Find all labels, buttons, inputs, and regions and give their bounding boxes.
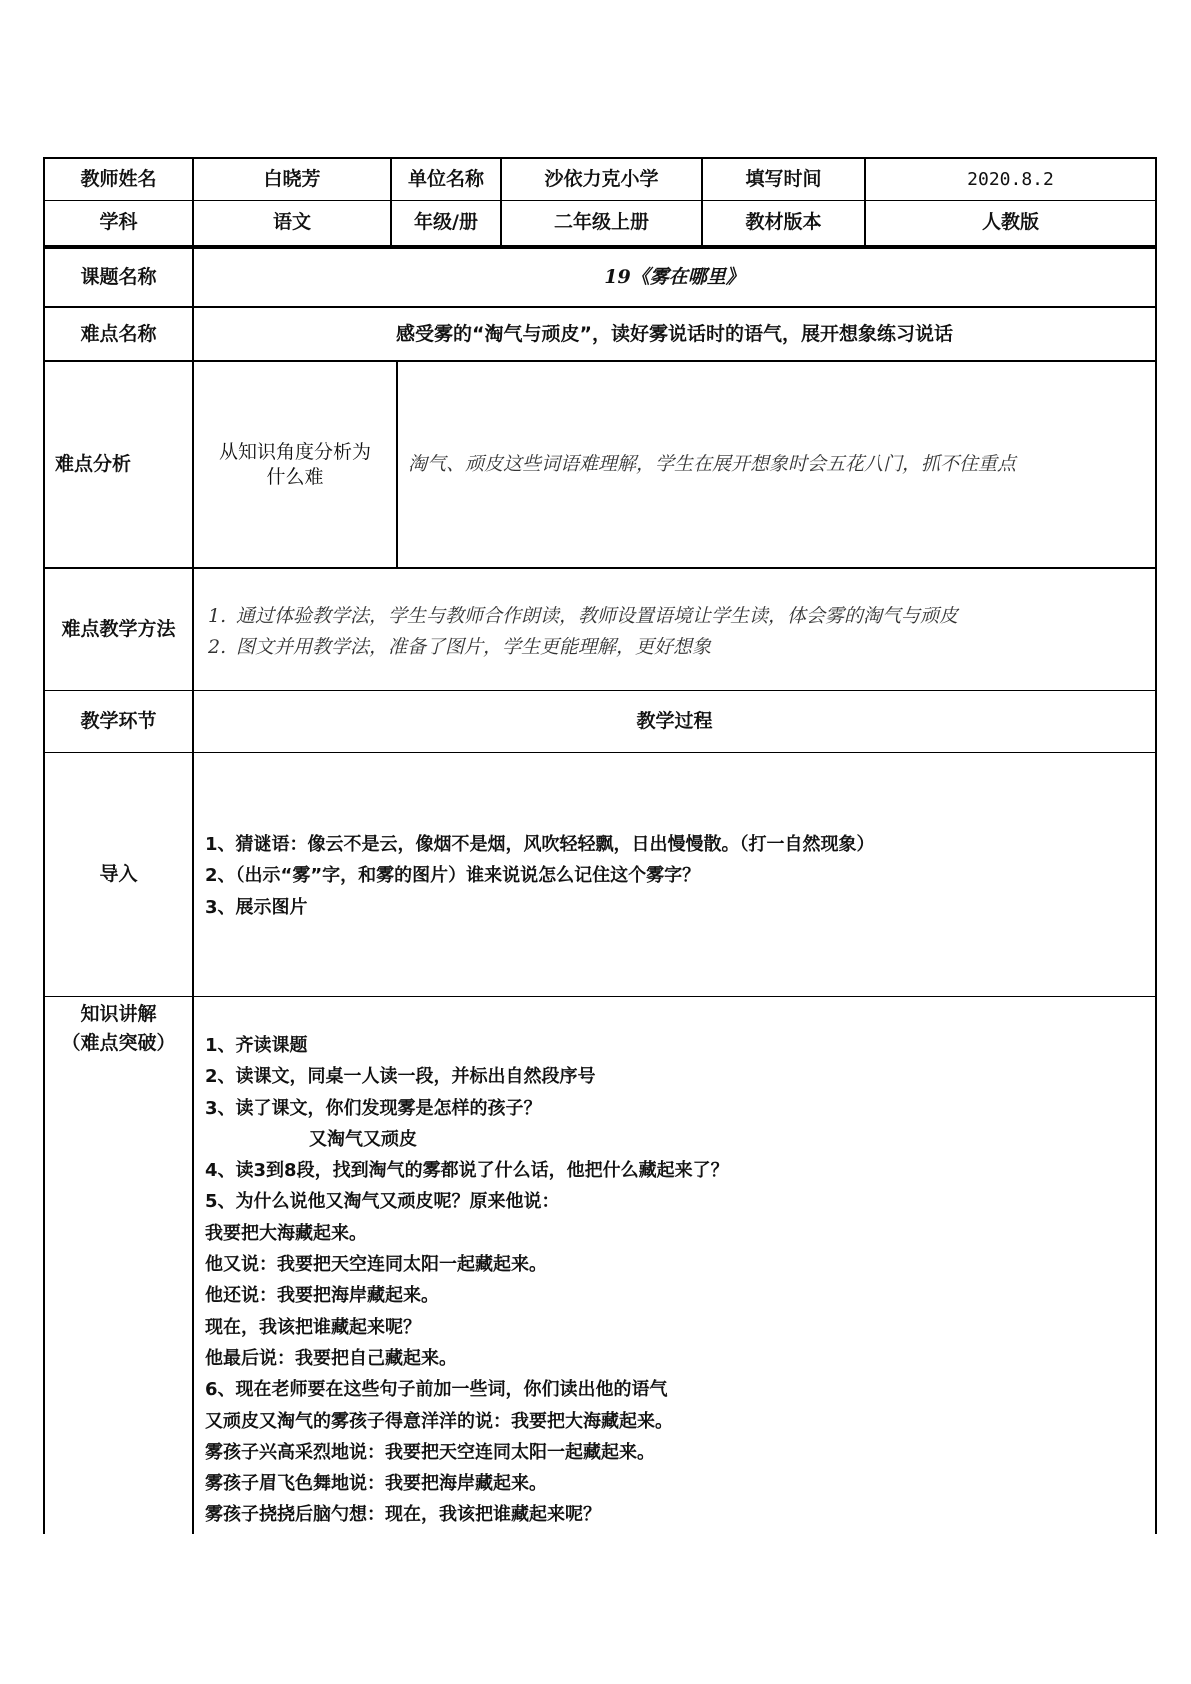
analysis-sub-label bbox=[194, 362, 396, 567]
knowledge-line-14: 雾孩子兴高采烈地说：我要把天空连同太阳一起藏起来。 bbox=[205, 1441, 655, 1463]
methods-item-1-text: 通过体验教学法，学生与教师合作朗读，教师设置语境让学生读，体会雾的淘气与顽皮 bbox=[236, 605, 959, 627]
process-header-value: 教学过程 bbox=[636, 710, 713, 733]
knowledge-label-line1: 知识讲解 bbox=[80, 1003, 157, 1025]
difficulty-label: 难点名称 bbox=[80, 322, 157, 345]
knowledge-line-13: 又顽皮又淘气的雾孩子得意洋洋的说：我要把大海藏起来。 bbox=[205, 1410, 673, 1432]
methods-label: 难点教学方法 bbox=[61, 618, 176, 641]
grade-value: 二年级上册 bbox=[553, 210, 649, 233]
methods-item-2 bbox=[208, 632, 1148, 663]
intro-line-3: 3、展示图片 bbox=[205, 896, 308, 918]
subject-value: 语文 bbox=[272, 210, 311, 233]
knowledge-line-6: 5、为什么说他又淘气又顽皮呢？原来他说： bbox=[205, 1191, 560, 1213]
methods-item-1 bbox=[208, 601, 1148, 632]
analysis-sub-label-line2: 什么难 bbox=[266, 465, 324, 488]
knowledge-line-2: 2、读课文，同桌一人读一段，并标出自然段序号 bbox=[205, 1066, 596, 1088]
methods-item-1-num: 1. bbox=[208, 605, 227, 627]
knowledge-lines bbox=[205, 1030, 729, 1531]
knowledge-line-7: 我要把大海藏起来。 bbox=[205, 1222, 367, 1244]
main-row-divider-5 bbox=[43, 752, 1157, 753]
edition-label: 教材版本 bbox=[745, 210, 822, 233]
knowledge-line-12: 6、现在老师要在这些句子前加一些词，你们读出他的语气 bbox=[205, 1379, 668, 1401]
process-step-label: 教学环节 bbox=[80, 710, 157, 733]
analysis-label: 难点分析 bbox=[55, 453, 132, 476]
knowledge-line-15: 雾孩子眉飞色舞地说：我要把海岸藏起来。 bbox=[205, 1473, 547, 1495]
teacher-name-value: 白晓芳 bbox=[263, 168, 321, 191]
difficulty-value: 感受雾的“淘气与顽皮”，读好雾说话时的语气，展开想象练习说话 bbox=[396, 322, 953, 345]
analysis-sub-divider bbox=[396, 360, 398, 568]
knowledge-line-3: 3、读了课文，你们发现雾是怎样的孩子？ bbox=[205, 1097, 542, 1119]
grade-label: 年级/册 bbox=[414, 210, 478, 233]
intro-label: 导入 bbox=[99, 863, 138, 886]
knowledge-line-1: 1、齐读课题 bbox=[205, 1035, 308, 1056]
methods-item-2-text: 图文并用教学法，准备了图片，学生更能理解，更好想象 bbox=[236, 636, 712, 658]
unit-name-value: 沙依力克小学 bbox=[544, 168, 659, 191]
fill-date-value: 2020.8.2 bbox=[967, 168, 1054, 190]
main-row-divider-6 bbox=[43, 996, 1157, 997]
knowledge-label-line2: （难点突破） bbox=[61, 1032, 176, 1054]
intro-line-1: 1、猜谜语：像云不是云，像烟不是烟，风吹轻轻飘，日出慢慢散。（打一自然现象） bbox=[205, 834, 875, 855]
intro-lines bbox=[205, 829, 875, 923]
methods-item-2-num: 2. bbox=[208, 636, 227, 658]
fill-date-label: 填写时间 bbox=[745, 168, 822, 191]
knowledge-line-9: 他还说：我要把海岸藏起来。 bbox=[205, 1285, 439, 1307]
methods-list bbox=[208, 601, 1148, 663]
teacher-name-label: 教师姓名 bbox=[80, 168, 157, 191]
knowledge-line-4: 又淘气又顽皮 bbox=[309, 1128, 417, 1150]
topic-label: 课题名称 bbox=[80, 266, 157, 289]
intro-line-2: 2、（出示“雾”字，和雾的图片）谁来说说怎么记住这个雾字？ bbox=[205, 865, 701, 887]
knowledge-line-8: 他又说：我要把天空连同太阳一起藏起来。 bbox=[205, 1254, 547, 1276]
subject-label: 学科 bbox=[99, 210, 138, 233]
knowledge-line-5: 4、读3到8段，找到淘气的雾都说了什么话，他把什么藏起来了？ bbox=[205, 1160, 729, 1182]
unit-name-label: 单位名称 bbox=[407, 168, 484, 191]
knowledge-line-10: 现在，我该把谁藏起来呢？ bbox=[205, 1316, 421, 1338]
knowledge-line-16: 雾孩子挠挠后脑勺想：现在，我该把谁藏起来呢？ bbox=[205, 1504, 601, 1526]
main-row-divider-3 bbox=[43, 567, 1157, 569]
analysis-sub-label-line1: 从知识角度分析为 bbox=[218, 440, 371, 463]
knowledge-label bbox=[45, 1000, 192, 1058]
edition-value: 人教版 bbox=[981, 210, 1039, 233]
knowledge-line-11: 他最后说：我要把自己藏起来。 bbox=[205, 1347, 457, 1369]
analysis-value: 淘气、顽皮这些词语难理解，学生在展开想象时会五花八门，抓不住重点 bbox=[408, 453, 1017, 476]
topic-value: 19《雾在哪里》 bbox=[604, 266, 745, 289]
